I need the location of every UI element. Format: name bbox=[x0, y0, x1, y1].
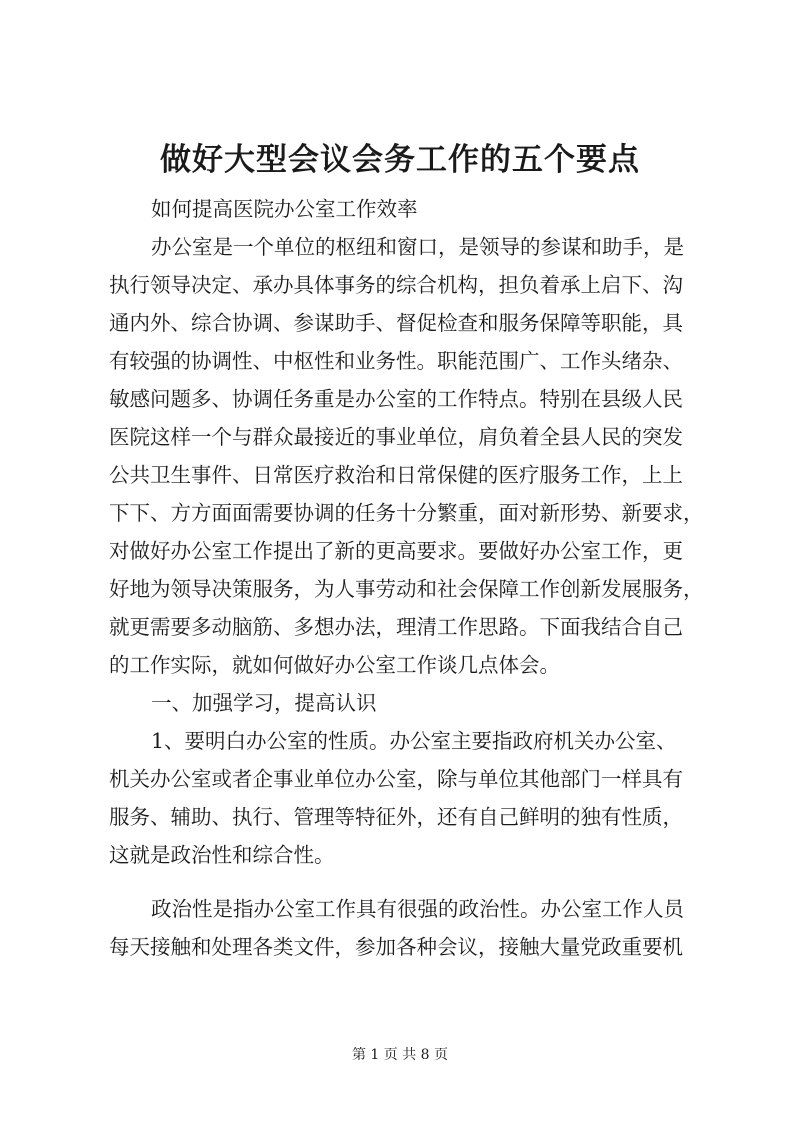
paragraph-line: 每天接触和处理各类文件，参加各种会议，接触大量党政重要机 bbox=[109, 935, 683, 959]
paragraph-line: 执行领导决定、承办具体事务的综合机构，担负着承上启下、沟 bbox=[109, 273, 683, 297]
document-title: 做好大型会议会务工作的五个要点 bbox=[160, 142, 640, 178]
paragraph-line: 就更需要多动脑筋、多想办法，理清工作思路。下面我结合自己 bbox=[109, 615, 683, 639]
paragraph-line: 医院这样一个与群众最接近的事业单位，肩负着全县人民的突发 bbox=[109, 425, 683, 449]
section-heading: 一、加强学习，提高认识 bbox=[151, 691, 377, 715]
paragraph-line: 有较强的协调性、中枢性和业务性。职能范围广、工作头绪杂、 bbox=[109, 349, 683, 373]
paragraph-line: 对做好办公室工作提出了新的更高要求。要做好办公室工作，更 bbox=[109, 539, 683, 563]
paragraph-line: 公共卫生事件、日常医疗救治和日常保健的医疗服务工作，上上 bbox=[109, 463, 683, 487]
document-body bbox=[109, 190, 709, 966]
paragraph-line: 政治性是指办公室工作具有很强的政治性。办公室工作人员 bbox=[151, 897, 684, 921]
paragraph-subtitle: 如何提高医院办公室工作效率 bbox=[151, 197, 418, 221]
paragraph-line: 1、要明白办公室的性质。办公室主要指政府机关办公室、 bbox=[151, 729, 677, 753]
paragraph-line: 机关办公室或者企事业单位办公室，除与单位其他部门一样具有 bbox=[109, 767, 683, 791]
paragraph-line: 下下、方方面面需要协调的任务十分繁重，面对新形势、新要求， bbox=[109, 501, 704, 525]
paragraph-line: 服务、辅助、执行、管理等特征外，还有自己鲜明的独有性质， bbox=[109, 805, 683, 829]
page-footer: 第 1 页 共 8 页 bbox=[351, 1047, 449, 1063]
paragraph-line: 通内外、综合协调、参谋助手、督促检查和服务保障等职能，具 bbox=[109, 311, 683, 335]
paragraph-line: 敏感问题多、协调任务重是办公室的工作特点。特别在县级人民 bbox=[109, 387, 683, 411]
paragraph-line: 这就是政治性和综合性。 bbox=[109, 843, 335, 867]
paragraph-line: 好地为领导决策服务，为人事劳动和社会保障工作创新发展服务， bbox=[109, 577, 704, 601]
paragraph-line: 办公室是一个单位的枢纽和窗口，是领导的参谋和助手，是 bbox=[151, 235, 684, 259]
paragraph-line: 的工作实际，就如何做好办公室工作谈几点体会。 bbox=[109, 653, 560, 677]
paragraph-gap bbox=[109, 874, 709, 890]
